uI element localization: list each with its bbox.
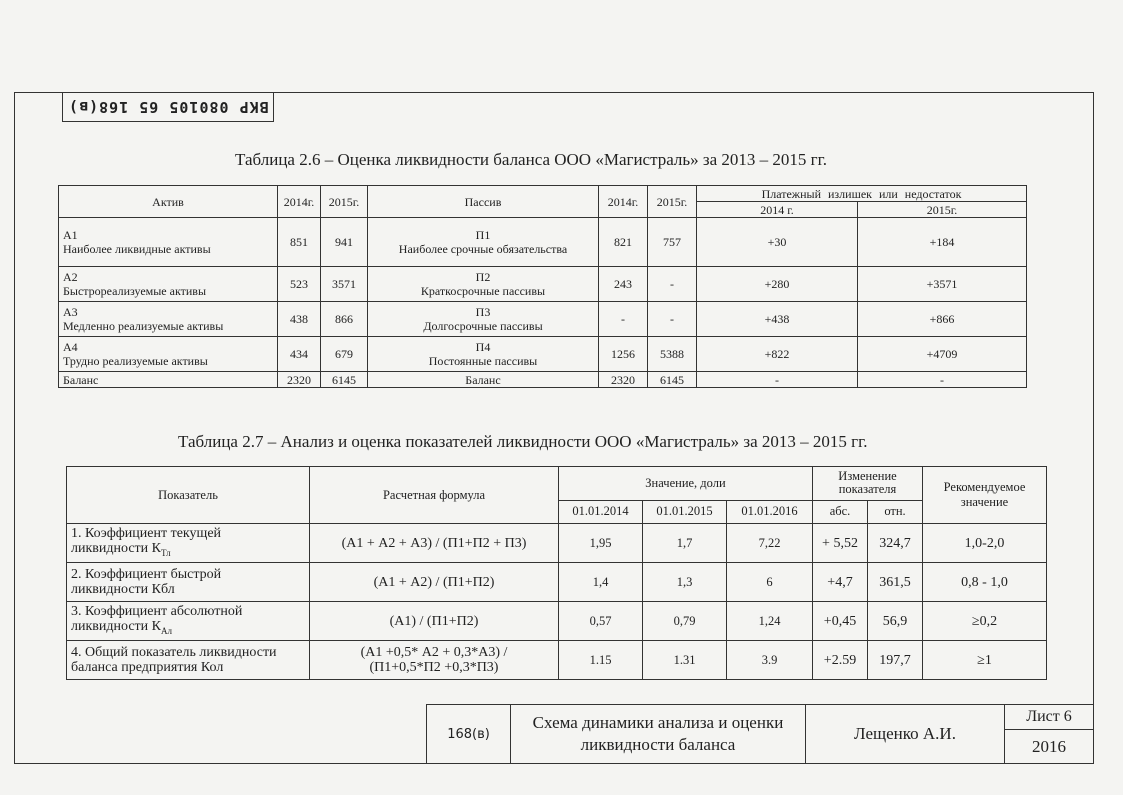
value-2016: 7,22	[727, 524, 813, 563]
asset-cell	[59, 302, 278, 337]
title-block	[426, 704, 1094, 764]
asset-code: А3	[63, 305, 78, 319]
value-2015: 1.31	[643, 641, 727, 680]
indicator-subscript: Тл	[161, 547, 171, 558]
value-2014: 1,4	[559, 563, 643, 602]
indicator-cell	[67, 602, 310, 641]
total-surplus-2014: -	[697, 372, 858, 388]
surplus-2014: +30	[697, 218, 858, 267]
document-code-stamp	[62, 92, 274, 122]
liability-name: Долгосрочные пассивы	[423, 319, 543, 333]
asset-cell	[59, 337, 278, 372]
recommended-value: ≥0,2	[923, 602, 1047, 641]
table-total-row	[59, 372, 1027, 388]
asset-2014: 523	[278, 267, 321, 302]
liability-2015: 5388	[648, 337, 697, 372]
surplus-2014: +438	[697, 302, 858, 337]
value-2015: 1,3	[643, 563, 727, 602]
surplus-2014: +822	[697, 337, 858, 372]
asset-2015: 3571	[321, 267, 368, 302]
formula-cell: (А1 + А2) / (П1+П2)	[310, 563, 559, 602]
formula-cell: (А1) / (П1+П2)	[310, 602, 559, 641]
total-surplus-2015: -	[858, 372, 1027, 388]
value-2015: 1,7	[643, 524, 727, 563]
indicator-cell	[67, 563, 310, 602]
document-code: ВКР 080105 65 168(в)	[67, 97, 269, 116]
header-recommended: Рекомендуемое значение	[923, 467, 1047, 524]
liability-code: П1	[475, 228, 491, 242]
liability-cell	[368, 302, 599, 337]
header-date-2016: 01.01.2016	[727, 500, 813, 523]
surplus-2014: +280	[697, 267, 858, 302]
title-line2: ликвидности баланса	[580, 735, 736, 754]
total-liability-2014: 2320	[599, 372, 648, 388]
recommended-value: 0,8 - 1,0	[923, 563, 1047, 602]
change-rel: 324,7	[868, 524, 923, 563]
value-2016: 6	[727, 563, 813, 602]
change-rel: 56,9	[868, 602, 923, 641]
header-surplus-2014: 2014 г.	[697, 202, 858, 218]
table-row	[59, 267, 1027, 302]
title-block-title	[510, 704, 806, 764]
asset-code: А4	[63, 340, 78, 354]
total-asset-2015: 6145	[321, 372, 368, 388]
total-asset-label: Баланс	[59, 372, 278, 388]
liability-2014: 821	[599, 218, 648, 267]
total-asset-2014: 2320	[278, 372, 321, 388]
title-block-sheet: Лист 6	[1004, 704, 1094, 730]
asset-2014: 851	[278, 218, 321, 267]
change-abs: +4,7	[813, 563, 868, 602]
indicator-cell	[67, 641, 310, 680]
title-line1: Схема динамики анализа и оценки	[532, 713, 784, 732]
indicator-line2	[71, 541, 305, 561]
surplus-2015: +866	[858, 302, 1027, 337]
title-block-author: Лещенко А.И.	[805, 704, 1005, 764]
table-row	[67, 563, 1047, 602]
header-rel: отн.	[868, 500, 923, 523]
title-block-code: 168(в)	[426, 704, 511, 764]
header-formula: Расчетная формула	[310, 467, 559, 524]
asset-name: Медленно реализуемые активы	[63, 319, 224, 333]
value-2015: 0,79	[643, 602, 727, 641]
recommended-value: ≥1	[923, 641, 1047, 680]
value-2014: 1.15	[559, 641, 643, 680]
asset-code: А1	[63, 228, 78, 242]
formula-cell	[310, 641, 559, 680]
header-abs: абс.	[813, 500, 868, 523]
asset-2015: 866	[321, 302, 368, 337]
asset-name: Наиболее ликвидные активы	[63, 242, 211, 256]
change-abs: +0,45	[813, 602, 868, 641]
formula-cell: (А1 + А2 + А3) / (П1+П2 + П3)	[310, 524, 559, 563]
table-row	[59, 302, 1027, 337]
asset-cell	[59, 218, 278, 267]
indicator-line1: 2. Коэффициент быстрой	[71, 567, 222, 582]
header-surplus-2015: 2015г.	[858, 202, 1027, 218]
change-abs: + 5,52	[813, 524, 868, 563]
total-liability-2015: 6145	[648, 372, 697, 388]
recommended-value: 1,0-2,0	[923, 524, 1047, 563]
indicator-cell	[67, 524, 310, 563]
formula-line1: (А1 +0,5* А2 + 0,3*А3) /	[360, 645, 508, 660]
indicator-symbol: ликвидности К	[71, 540, 162, 556]
liquidity-balance-table	[58, 185, 1027, 388]
formula-line2: (П1+0,5*П2 +0,3*П3)	[369, 660, 499, 675]
table2-title: Таблица 2.7 – Анализ и оценка показателей ликвидности ООО «Магистраль» за 2013 – 2015 гг.	[178, 432, 868, 451]
header-date-2014: 01.01.2014	[559, 500, 643, 523]
liability-2015: 757	[648, 218, 697, 267]
liability-2014: 243	[599, 267, 648, 302]
liability-code: П4	[475, 340, 491, 354]
liability-cell	[368, 267, 599, 302]
value-2016: 3.9	[727, 641, 813, 680]
liability-code: П2	[475, 270, 491, 284]
indicator-subscript: Ал	[161, 625, 173, 636]
header-value: Значение, доли	[559, 467, 813, 501]
indicator-symbol: ликвидности К	[71, 618, 162, 634]
liability-cell	[368, 218, 599, 267]
indicator-line2: ликвидности Кбл	[71, 582, 175, 597]
indicator-line1: 1. Коэффициент текущей	[71, 525, 222, 541]
header-liability-2014: 2014г.	[599, 186, 648, 218]
liability-name: Наиболее срочные обязательства	[398, 242, 568, 256]
header-asset: Актив	[59, 186, 278, 218]
table-row	[59, 218, 1027, 267]
asset-2014: 434	[278, 337, 321, 372]
asset-name: Трудно реализуемые активы	[63, 354, 208, 368]
header-liability: Пассив	[368, 186, 599, 218]
liability-code: П3	[475, 305, 491, 319]
liquidity-ratios-table	[66, 466, 1047, 680]
table-row	[67, 641, 1047, 680]
change-rel: 197,7	[868, 641, 923, 680]
total-liability-label: Баланс	[368, 372, 599, 388]
change-rel: 361,5	[868, 563, 923, 602]
liability-name: Краткосрочные пассивы	[420, 284, 546, 298]
table1-title: Таблица 2.6 – Оценка ликвидности баланса ООО «Магистраль» за 2013 – 2015 гг.	[235, 150, 827, 169]
header-liability-2015: 2015г.	[648, 186, 697, 218]
indicator-line1: 3. Коэффициент абсолютной	[71, 603, 243, 619]
asset-2014: 438	[278, 302, 321, 337]
liability-2015: -	[648, 267, 697, 302]
liability-2015: -	[648, 302, 697, 337]
asset-cell	[59, 267, 278, 302]
liability-2014: 1256	[599, 337, 648, 372]
table-row	[59, 337, 1027, 372]
liability-2014: -	[599, 302, 648, 337]
header-date-2015: 01.01.2015	[643, 500, 727, 523]
asset-code: А2	[63, 270, 78, 284]
header-2014: 2014г.	[278, 186, 321, 218]
indicator-line1: 4. Общий показатель ликвидности	[71, 645, 277, 660]
title-block-year: 2016	[1004, 729, 1094, 764]
liability-cell	[368, 337, 599, 372]
header-indicator: Показатель	[67, 467, 310, 524]
asset-2015: 941	[321, 218, 368, 267]
surplus-2015: +184	[858, 218, 1027, 267]
asset-name: Быстрореализуемые активы	[63, 284, 207, 298]
value-2014: 0,57	[559, 602, 643, 641]
surplus-2015: +3571	[858, 267, 1027, 302]
value-2016: 1,24	[727, 602, 813, 641]
header-change: Изменение показателя	[813, 467, 923, 501]
indicator-line2: баланса предприятия Кол	[71, 660, 224, 675]
indicator-line2	[71, 619, 305, 639]
liability-name: Постоянные пассивы	[428, 354, 538, 368]
change-abs: +2.59	[813, 641, 868, 680]
asset-2015: 679	[321, 337, 368, 372]
table-row	[67, 524, 1047, 563]
surplus-2015: +4709	[858, 337, 1027, 372]
header-surplus: Платежный излишек или недостаток	[697, 186, 1027, 202]
header-2015: 2015г.	[321, 186, 368, 218]
value-2014: 1,95	[559, 524, 643, 563]
table-row	[67, 602, 1047, 641]
